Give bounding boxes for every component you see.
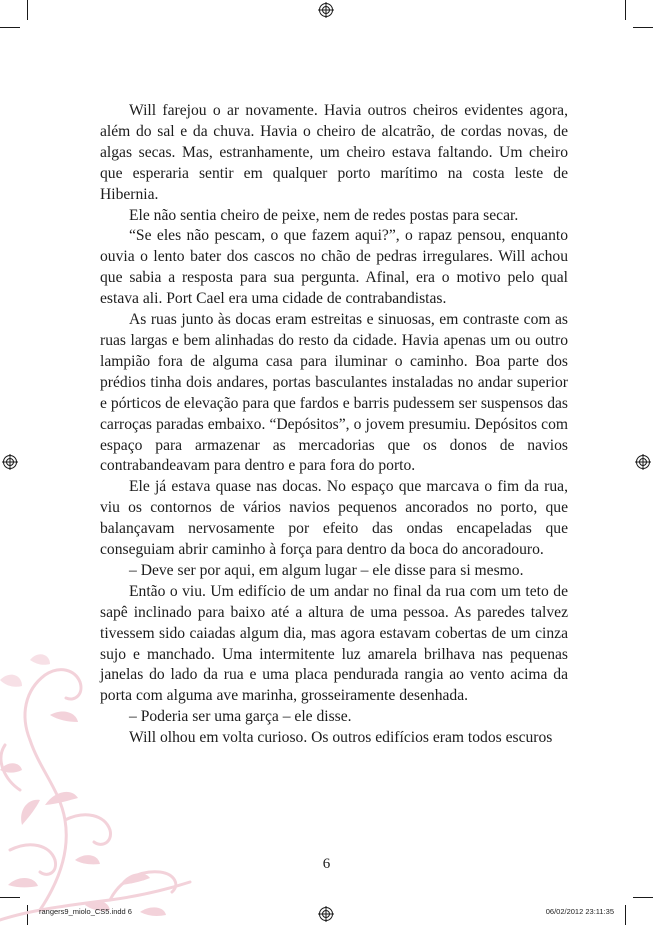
crop-mark-top-left (27, 0, 28, 20)
paragraph: Will olhou em volta curioso. Os outros edifícios eram todos escuros (129, 729, 553, 747)
paragraph: “Se eles não pescam, o que fazem aqui?”, o rapaz pensou, enquanto ouvia o lento bater dos cascos no chão de pedras irregulares. Will achou que sabia a resposta para sua pergunta. Afinal, era o motivo pelo qual estava ali. Port Cael era uma cidade de contrabandistas. (100, 227, 568, 308)
slug-date-info: 06/02/2012 23:11:35 (545, 907, 614, 916)
body-text (100, 101, 568, 749)
slug-file-info: rangers9_miolo_CS5.indd 6 (39, 907, 132, 916)
registration-mark-right-icon (635, 454, 651, 470)
paragraph: Ele não sentia cheiro de peixe, nem de redes postas para secar. (129, 206, 519, 224)
crop-mark-top-left-h (0, 27, 20, 28)
paragraph: – Poderia ser uma garça – ele disse. (129, 708, 352, 726)
registration-mark-left-icon (2, 454, 18, 470)
paragraph: As ruas junto às docas eram estreitas e sinuosas, em contraste com as ruas largas e bem alinhadas do resto da cidade. Havia apenas um ou outro lampião fora de alguma casa para iluminar o caminho. Boa parte dos prédios tinha dois andares, portas basculantes instaladas no andar superior e pórticos de elevação para que fardos e barris pudessem ser suspensos das carroças paradas embaixo. “Depósitos”, o jovem presumiu. Depósitos com espaço para armazenar as mercadorias que os donos de navios contrabandeavam para dentro e para fora do porto. (100, 311, 568, 475)
paragraph: – Deve ser por aqui, em algum lugar – ele disse para si mesmo. (129, 561, 524, 579)
crop-mark-bottom-right-h (633, 897, 653, 898)
paragraph: Will farejou o ar novamente. Havia outros cheiros evidentes agora, além do sal e da chuva. Havia o cheiro de alcatrão, de cordas novas, de algas secas. Mas, estranhamente, um cheiro estava faltando. Um cheiro que esperaria sentir em qualquer porto marítimo na costa leste de Hibernia. (100, 102, 568, 203)
crop-mark-bottom-right (625, 905, 626, 925)
paragraph: Ele já estava quase nas docas. No espaço que marcava o fim da rua, viu os contornos de vários navios pequenos ancorados no porto, que balançavam nervosamente por efeito das ondas encapeladas que conseguiam abrir caminho à força para dentro da boca do ancoradouro. (100, 478, 568, 559)
crop-mark-top-right (625, 0, 626, 20)
registration-mark-bottom-icon (318, 906, 334, 922)
paragraph: Então o viu. Um edifício de um andar no final da rua com um teto de sapê inclinado para baixo até a altura de uma pessoa. As paredes talvez tivessem sido caiadas algum dia, mas agora estavam cobertas de um cinza sujo e manchado. Uma intermitente luz amarela brilhava nas pequenas janelas do lado da rua e uma placa pendurada rangia ao vento acima da porta com alguma ave marinha, grosseiramente desenhada. (100, 582, 568, 705)
page-number: 6 (322, 856, 331, 872)
registration-mark-top-icon (318, 2, 334, 18)
crop-mark-top-right-h (633, 27, 653, 28)
